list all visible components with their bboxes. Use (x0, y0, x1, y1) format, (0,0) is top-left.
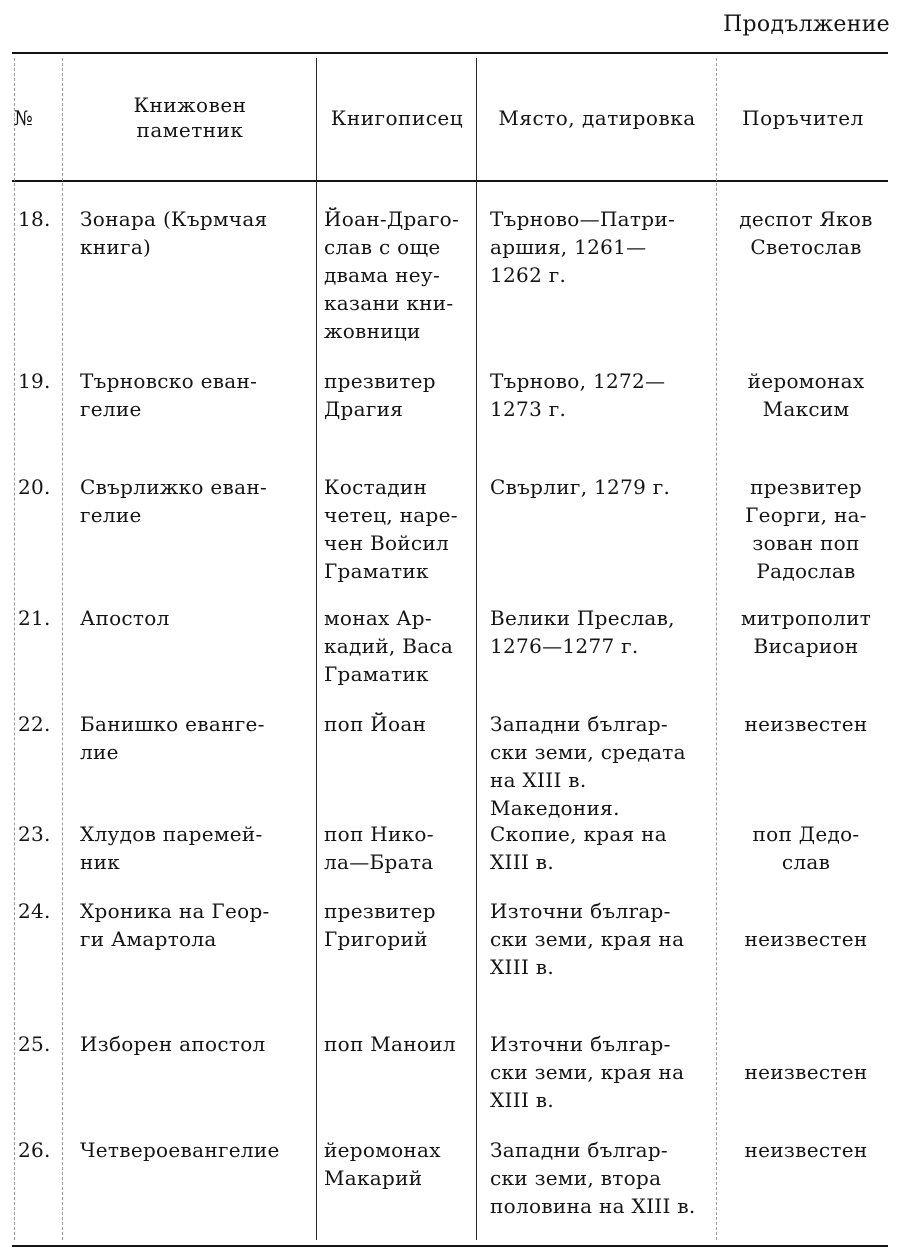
row-monument: Зонара (Кърмчая книга) (80, 207, 268, 259)
header-patron: Поръчител (742, 105, 864, 130)
row-patron: неизвестен (744, 1060, 868, 1084)
row-place: Велики Преслав, 1276—1277 г. (490, 606, 675, 658)
row-patron: презвитер Георги, на- зован поп Радослав (745, 475, 867, 583)
row-monument: Хлудов паремей- ник (80, 822, 263, 874)
row-patron: поп Дедо- слав (752, 822, 860, 874)
row-number: 20. (18, 475, 51, 499)
table-bottom-rule (12, 1245, 888, 1247)
row-place: Скопие, края на XIII в. (490, 822, 668, 874)
row-monument: Свърлижко еван- гелие (80, 475, 268, 527)
row-scribe: йеромонах Макарий (324, 1138, 441, 1190)
row-scribe: презвитер Григорий (324, 899, 436, 951)
row-monument: Хроника на Геор- ги Амартола (80, 899, 270, 951)
row-scribe: презвитер Драгия (324, 369, 436, 421)
header-bottom-rule (12, 180, 888, 182)
row-place: Търново, 1272— 1273 г. (490, 369, 666, 421)
row-monument: Търновско еван- гелие (80, 369, 258, 421)
row-patron: неизвестен (744, 927, 868, 951)
row-place: Търново—Патри- аршия, 1261— 1262 г. (490, 207, 676, 287)
row-scribe: монах Ар- кадий, Васа Граматик (324, 606, 454, 686)
continuation-label: Продължение (723, 12, 890, 37)
row-patron: деспот Яков Светослав (739, 207, 873, 259)
column-divider-left (14, 58, 15, 1240)
header-num: № (14, 105, 34, 130)
header-scribe: Книгописец (330, 105, 464, 130)
row-number: 18. (18, 207, 51, 231)
header-monument: Книжовен паметник (133, 93, 247, 142)
row-number: 26. (18, 1138, 51, 1162)
row-place: Западни бълrар- ски земи, втора половина на XIII в. (490, 1138, 696, 1218)
column-divider-scribe (476, 58, 477, 1240)
table-top-rule (12, 52, 888, 54)
row-place: Източни бълrар- ски земи, края на XIII в. (490, 899, 685, 979)
header-place: Място, датировка (498, 105, 696, 130)
row-patron: митрополит Висарион (740, 606, 872, 658)
row-scribe: поп Маноил (324, 1032, 456, 1056)
row-place: Източни бълrар- ски земи, края на XIII в. (490, 1032, 685, 1112)
row-monument: Апостол (80, 606, 170, 630)
row-patron: йеромонах Максим (747, 369, 865, 421)
row-place: Западни бълrар- ски земи, средата на XIII в. Македония. (490, 712, 686, 820)
row-number: 25. (18, 1032, 51, 1056)
column-divider-place (716, 58, 717, 1240)
column-divider-num (62, 58, 63, 1240)
row-scribe: поп Нико- ла—Брата (324, 822, 434, 874)
row-patron: неизвестен (744, 1138, 868, 1162)
row-number: 24. (18, 899, 51, 923)
row-number: 21. (18, 606, 51, 630)
column-divider-monument (316, 58, 317, 1240)
row-scribe: поп Йоан (324, 712, 427, 736)
row-number: 23. (18, 822, 51, 846)
row-scribe: Йоан-Драго- слав с още двама неу- казани кни- жовници (324, 207, 460, 343)
row-monument: Четвероевангелие (80, 1138, 280, 1162)
row-number: 22. (18, 712, 51, 736)
row-scribe: Костадин четец, наре- чен Войсил Граматик (324, 475, 458, 583)
row-place: Свърлиг, 1279 г. (490, 475, 671, 499)
row-monument: Изборен апостол (80, 1032, 266, 1056)
row-number: 19. (18, 369, 51, 393)
row-monument: Банишко еванге- лие (80, 712, 265, 764)
row-patron: неизвестен (744, 712, 868, 736)
